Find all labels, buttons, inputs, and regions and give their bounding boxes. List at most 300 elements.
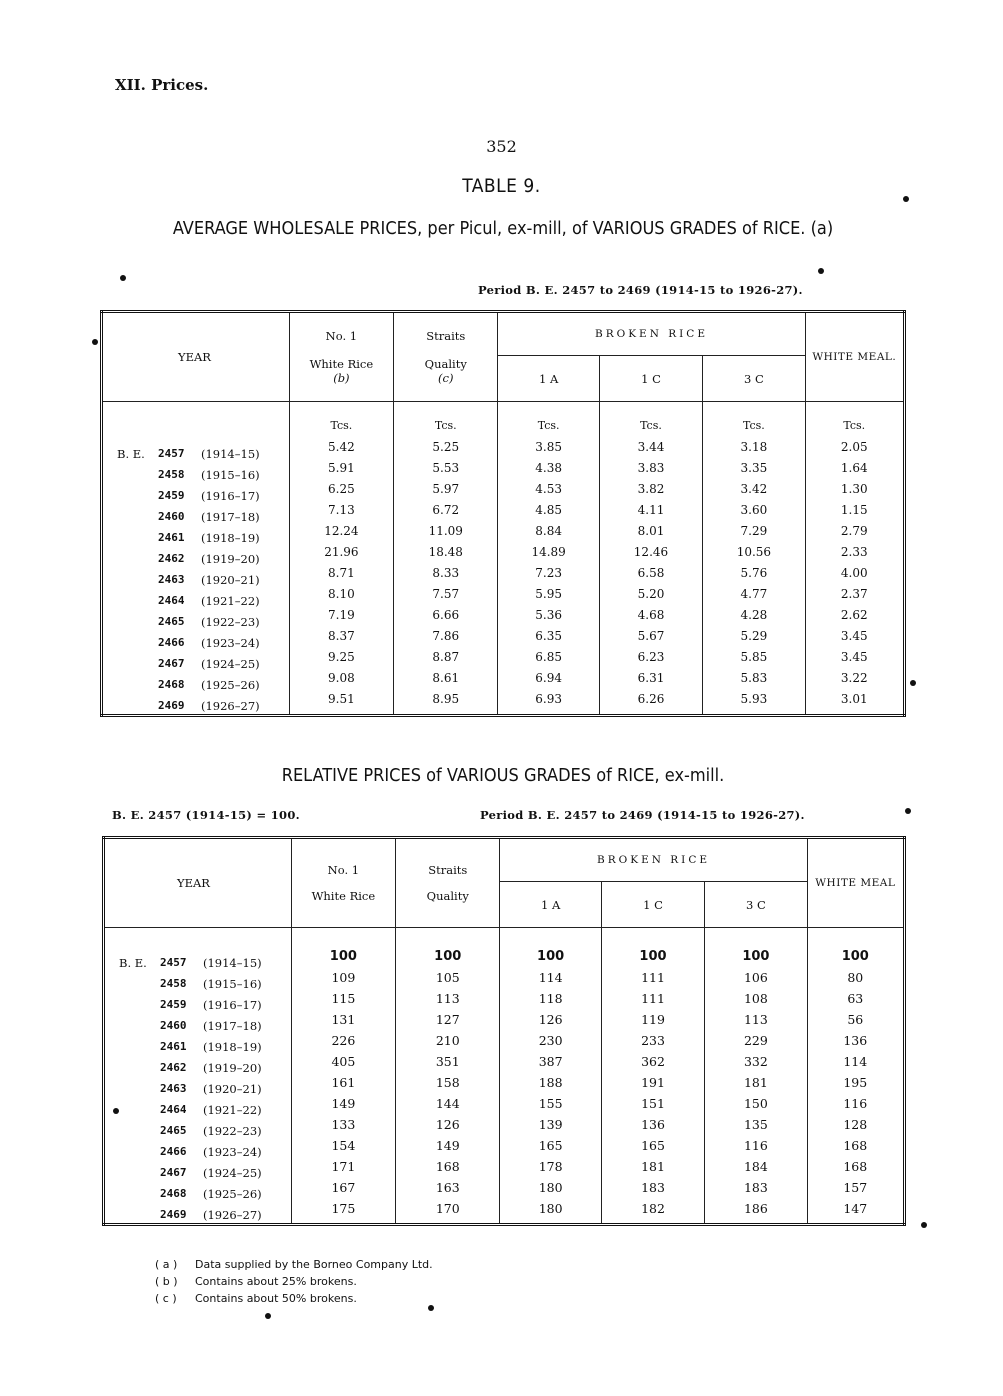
value-straits: 8.87 (394, 646, 498, 667)
fiscal-year: (1921–22) (201, 593, 260, 608)
value-white-meal: 80 (847, 969, 864, 985)
unit-label: Tcs. (843, 419, 866, 432)
value-white-meal: 114 (843, 1053, 868, 1069)
year-cell (102, 667, 290, 692)
spacer-cell (394, 709, 498, 715)
value-straits: 8.95 (394, 688, 498, 709)
spacer-cell (807, 928, 904, 946)
value-straits: 5.25 (394, 436, 498, 457)
spacer-row (104, 928, 905, 946)
year-cell (102, 625, 290, 650)
be-year: 2465 (160, 1124, 187, 1137)
footnote (155, 1290, 433, 1307)
value-white-meal: 2.79 (840, 523, 868, 538)
value-broken-1a: 188 (500, 1072, 601, 1093)
value-broken-1a: 126 (500, 1009, 601, 1030)
value-white-rice: 8.71 (289, 562, 393, 583)
be-year: 2459 (158, 488, 185, 502)
value-straits: 127 (396, 1009, 500, 1030)
value-white-meal: 195 (843, 1074, 868, 1090)
value-straits: 126 (396, 1114, 500, 1135)
header-white-rice-line1: No. 1 (325, 329, 358, 343)
header-year (102, 312, 290, 402)
table1-period: Period B. E. 2457 to 2469 (1914-15 to 1926-27). (478, 283, 803, 297)
header-white-rice (291, 838, 395, 928)
header-year (104, 838, 292, 928)
value-broken-3c: 3.35 (703, 457, 805, 478)
value-broken-3c: 181 (705, 1072, 807, 1093)
value-white-meal: 128 (843, 1116, 868, 1132)
value-white-rice: 9.08 (289, 667, 393, 688)
year-cell (104, 967, 292, 991)
fiscal-year: (1923–24) (203, 1145, 262, 1159)
fiscal-year: (1922–23) (201, 614, 260, 629)
value-white-meal: 168 (843, 1158, 868, 1174)
spacer-cell (599, 709, 702, 715)
footnote-text: Contains about 25% brokens. (195, 1275, 357, 1288)
value-broken-3c: 10.56 (703, 541, 805, 562)
fiscal-year: (1919–20) (201, 551, 260, 566)
fiscal-year: (1922–23) (203, 1124, 262, 1138)
fiscal-year: (1915–16) (201, 467, 260, 482)
value-straits: 5.97 (394, 478, 498, 499)
value-white-meal: 157 (843, 1179, 868, 1195)
spacer-cell (289, 709, 393, 715)
value-broken-3c: 135 (705, 1114, 807, 1135)
wholesale-prices-table (100, 310, 906, 717)
year-cell (102, 520, 290, 545)
fiscal-year: (1914–15) (203, 956, 262, 970)
value-broken-1a: 114 (500, 967, 601, 988)
value-straits: 149 (396, 1135, 500, 1156)
value-white-meal: 2.33 (840, 544, 868, 559)
header-1a: 1 A (498, 356, 599, 402)
unit-label: Tcs. (289, 402, 393, 437)
value-white-rice: 171 (291, 1156, 395, 1177)
value-white-meal: 2.62 (840, 607, 868, 622)
value-straits: 11.09 (394, 520, 498, 541)
value-broken-3c: 108 (705, 988, 807, 1009)
value-broken-1a: 4.85 (498, 499, 599, 520)
value-white-rice: 8.10 (289, 583, 393, 604)
header-3c: 3 C (705, 882, 807, 928)
year-cell (104, 946, 292, 970)
value-broken-1c: 3.44 (599, 436, 702, 457)
table-row (104, 1051, 905, 1072)
header-straits-line2: Quality (426, 889, 469, 903)
value-white-rice: 5.91 (289, 457, 393, 478)
value-straits: 5.53 (394, 457, 498, 478)
units-year-cell (102, 402, 290, 437)
fiscal-year: (1920–21) (201, 572, 260, 587)
be-year: 2457 (160, 956, 187, 969)
be-year: 2458 (160, 977, 187, 990)
value-white-rice: 9.25 (289, 646, 393, 667)
value-straits: 8.33 (394, 562, 498, 583)
header-straits-line1: Straits (426, 329, 466, 343)
value-white-meal: 136 (843, 1032, 868, 1048)
scan-speck (265, 1313, 271, 1319)
value-broken-3c: 5.76 (703, 562, 805, 583)
fiscal-year: (1921–22) (203, 1103, 262, 1117)
units-row (102, 402, 905, 437)
header-white-rice-line2: White Rice (311, 889, 376, 903)
value-white-meal: 1.15 (840, 502, 868, 517)
header-broken-rice: BROKEN RICE (500, 838, 807, 882)
header-1c: 1 C (599, 356, 702, 402)
be-year: 2460 (160, 1019, 187, 1032)
year-cell (104, 1135, 292, 1159)
year-cell (102, 541, 290, 566)
table-row (104, 1114, 905, 1135)
be-year: 2465 (158, 614, 185, 628)
be-year: 2462 (158, 551, 185, 565)
value-broken-1c: 3.82 (599, 478, 702, 499)
header-broken-rice: BROKEN RICE (498, 312, 805, 356)
value-white-rice: 175 (291, 1198, 395, 1219)
year-cell (104, 988, 292, 1012)
value-broken-1a: 387 (500, 1051, 601, 1072)
table-row (102, 583, 905, 604)
fiscal-year: (1918–19) (201, 530, 260, 545)
table2-period: Period B. E. 2457 to 2469 (1914-15 to 1926-27). (480, 808, 805, 822)
year-cell (102, 604, 290, 629)
value-broken-1a: 180 (500, 1177, 601, 1198)
value-white-meal: 1.64 (840, 460, 868, 475)
value-white-rice: 149 (291, 1093, 395, 1114)
be-year: 2461 (160, 1040, 187, 1053)
year-cell (102, 562, 290, 587)
spacer-cell (500, 928, 601, 946)
value-straits: 163 (396, 1177, 500, 1198)
footnote-text: Data supplied by the Borneo Company Ltd. (195, 1258, 433, 1271)
footnote (155, 1256, 433, 1273)
table-row (104, 1156, 905, 1177)
value-white-rice: 115 (291, 988, 395, 1009)
footnote-key: ( a ) (155, 1258, 178, 1271)
value-broken-3c: 3.60 (703, 499, 805, 520)
value-straits: 210 (396, 1030, 500, 1051)
value-broken-1a: 4.38 (498, 457, 599, 478)
value-white-meal: 3.45 (840, 628, 868, 643)
table-row (102, 562, 905, 583)
value-broken-3c: 106 (705, 967, 807, 988)
header-year-label: YEAR (177, 876, 210, 890)
scan-speck (905, 808, 911, 814)
value-white-rice: 133 (291, 1114, 395, 1135)
scan-speck (818, 268, 824, 274)
scan-speck (910, 680, 916, 686)
value-broken-1a: 6.35 (498, 625, 599, 646)
value-white-rice: 6.25 (289, 478, 393, 499)
be-year: 2461 (158, 530, 185, 544)
fiscal-year: (1926–27) (201, 698, 260, 713)
value-broken-3c: 5.85 (703, 646, 805, 667)
value-white-rice: 109 (291, 967, 395, 988)
value-white-rice: 8.37 (289, 625, 393, 646)
value-broken-1a: 3.85 (498, 436, 599, 457)
spacer-cell (705, 1219, 807, 1225)
value-white-rice: 7.13 (289, 499, 393, 520)
value-white-meal: 4.00 (840, 565, 868, 580)
table-row (104, 946, 905, 967)
value-broken-1a: 118 (500, 988, 601, 1009)
spacer-year-cell (104, 1219, 292, 1225)
value-broken-3c: 7.29 (703, 520, 805, 541)
year-cell (104, 1072, 292, 1096)
value-broken-1a: 230 (500, 1030, 601, 1051)
spacer-cell (805, 709, 904, 715)
fiscal-year: (1916–17) (201, 488, 260, 503)
year-cell (102, 583, 290, 608)
value-broken-1c: 4.68 (599, 604, 702, 625)
table-row (104, 1072, 905, 1093)
be-year: 2463 (158, 572, 185, 586)
fiscal-year: (1925–26) (201, 677, 260, 692)
fiscal-year: (1925–26) (203, 1187, 262, 1201)
era-label: B. E. (117, 446, 145, 461)
table-number: TABLE 9. (462, 175, 541, 197)
header-straits-line2: Quality (424, 357, 467, 371)
value-straits: 7.86 (394, 625, 498, 646)
value-straits: 113 (396, 988, 500, 1009)
value-broken-3c: 183 (705, 1177, 807, 1198)
fiscal-year: (1924–25) (203, 1166, 262, 1180)
value-broken-1a: 8.84 (498, 520, 599, 541)
footnote-text: Contains about 50% brokens. (195, 1292, 357, 1305)
header-straits-line1: Straits (428, 863, 468, 877)
value-broken-3c: 184 (705, 1156, 807, 1177)
spacer-cell (705, 928, 807, 946)
value-broken-1c: 362 (601, 1051, 704, 1072)
value-broken-1a: 14.89 (498, 541, 599, 562)
fiscal-year: (1924–25) (201, 656, 260, 671)
value-broken-3c: 116 (705, 1135, 807, 1156)
value-broken-1a: 178 (500, 1156, 601, 1177)
year-cell (104, 1093, 292, 1117)
be-year: 2459 (160, 998, 187, 1011)
value-straits: 100 (396, 946, 500, 967)
value-straits: 168 (396, 1156, 500, 1177)
header-white-rice-note: (b) (333, 371, 350, 385)
year-cell (104, 1009, 292, 1033)
table-row (104, 1135, 905, 1156)
value-straits: 158 (396, 1072, 500, 1093)
header-year-label: YEAR (178, 350, 211, 364)
value-broken-1c: 233 (601, 1030, 704, 1051)
value-broken-1c: 12.46 (599, 541, 702, 562)
spacer-cell (500, 1219, 601, 1225)
table-row (102, 499, 905, 520)
value-broken-1c: 151 (601, 1093, 704, 1114)
value-white-meal: 147 (843, 1200, 868, 1216)
scan-speck (92, 339, 98, 345)
scan-speck (120, 275, 126, 281)
fiscal-year: (1915–16) (203, 977, 262, 991)
value-white-rice: 100 (291, 946, 395, 967)
header-3c: 3 C (703, 356, 805, 402)
table-row (104, 988, 905, 1009)
fiscal-year: (1919–20) (203, 1061, 262, 1075)
value-white-rice: 12.24 (289, 520, 393, 541)
year-cell (104, 1156, 292, 1180)
be-year: 2463 (160, 1082, 187, 1095)
be-year: 2462 (160, 1061, 187, 1074)
value-broken-1a: 155 (500, 1093, 601, 1114)
spacer-cell (601, 928, 704, 946)
value-broken-1c: 111 (601, 967, 704, 988)
header-straits (394, 312, 498, 402)
value-broken-1c: 8.01 (599, 520, 702, 541)
value-broken-1a: 5.95 (498, 583, 599, 604)
table-row (102, 604, 905, 625)
be-year: 2464 (160, 1103, 187, 1116)
value-white-meal: 116 (843, 1095, 868, 1111)
bottom-spacer-row (102, 709, 905, 715)
scan-speck (921, 1222, 927, 1228)
era-label: B. E. (119, 956, 147, 970)
spacer-cell (601, 1219, 704, 1225)
value-broken-1a: 7.23 (498, 562, 599, 583)
value-broken-3c: 332 (705, 1051, 807, 1072)
value-broken-1a: 6.94 (498, 667, 599, 688)
value-broken-1c: 5.67 (599, 625, 702, 646)
table-row (104, 1093, 905, 1114)
table-row (104, 1198, 905, 1219)
table-row (102, 541, 905, 562)
value-broken-1c: 5.20 (599, 583, 702, 604)
value-broken-1c: 6.26 (599, 688, 702, 709)
footnotes (155, 1256, 433, 1307)
year-cell (104, 1177, 292, 1201)
be-year: 2458 (158, 467, 185, 481)
value-broken-3c: 5.83 (703, 667, 805, 688)
value-white-meal: 56 (847, 1011, 864, 1027)
year-cell (102, 457, 290, 482)
year-cell (102, 478, 290, 503)
value-broken-3c: 150 (705, 1093, 807, 1114)
fiscal-year: (1917–18) (203, 1019, 262, 1033)
value-straits: 105 (396, 967, 500, 988)
year-cell (102, 646, 290, 671)
table-row (104, 1177, 905, 1198)
table-row (102, 457, 905, 478)
value-white-meal: 3.45 (840, 649, 868, 664)
value-white-meal: 3.01 (840, 691, 868, 706)
value-broken-1c: 3.83 (599, 457, 702, 478)
value-straits: 170 (396, 1198, 500, 1219)
be-year: 2469 (158, 698, 185, 712)
value-white-meal: 1.30 (840, 481, 868, 496)
value-broken-3c: 113 (705, 1009, 807, 1030)
value-white-rice: 167 (291, 1177, 395, 1198)
value-broken-1a: 4.53 (498, 478, 599, 499)
value-white-rice: 9.51 (289, 688, 393, 709)
footnote-key: ( b ) (155, 1275, 178, 1288)
value-broken-3c: 4.28 (703, 604, 805, 625)
spacer-cell (291, 1219, 395, 1225)
table-row (104, 967, 905, 988)
year-cell (104, 1030, 292, 1054)
value-broken-3c: 186 (705, 1198, 807, 1219)
value-white-meal: 2.05 (840, 439, 868, 454)
value-straits: 6.66 (394, 604, 498, 625)
value-broken-3c: 5.93 (703, 688, 805, 709)
spacer-cell (498, 709, 599, 715)
be-year: 2468 (158, 677, 185, 691)
value-broken-1a: 5.36 (498, 604, 599, 625)
value-straits: 18.48 (394, 541, 498, 562)
value-broken-3c: 100 (705, 946, 807, 967)
be-year: 2467 (158, 656, 185, 670)
table-row (102, 478, 905, 499)
table2-title: RELATIVE PRICES of VARIOUS GRADES of RICE, ex-mill. (281, 765, 725, 786)
value-broken-1c: 181 (601, 1156, 704, 1177)
header-white-rice-line2: White Rice (309, 357, 374, 371)
value-straits: 351 (396, 1051, 500, 1072)
table-row (102, 625, 905, 646)
header-white-rice (289, 312, 393, 402)
be-year: 2466 (158, 635, 185, 649)
value-white-rice: 161 (291, 1072, 395, 1093)
footnote-key: ( c ) (155, 1292, 177, 1305)
year-cell (104, 1051, 292, 1075)
table1-title: AVERAGE WHOLESALE PRICES, per Picul, ex-mill, of VARIOUS GRADES of RICE. (a) (172, 218, 834, 239)
header-white-meal: WHITE MEAL (807, 838, 904, 928)
table-row (102, 436, 905, 457)
be-year: 2469 (160, 1208, 187, 1221)
table-row (104, 1030, 905, 1051)
value-white-rice: 5.42 (289, 436, 393, 457)
value-broken-1a: 165 (500, 1135, 601, 1156)
spacer-cell (396, 1219, 500, 1225)
value-broken-1c: 6.31 (599, 667, 702, 688)
header-white-meal: WHITE MEAL. (805, 312, 904, 402)
spacer-cell (807, 1219, 904, 1225)
table-row (102, 688, 905, 709)
value-broken-1a: 139 (500, 1114, 601, 1135)
value-broken-3c: 5.29 (703, 625, 805, 646)
fiscal-year: (1923–24) (201, 635, 260, 650)
value-broken-1c: 191 (601, 1072, 704, 1093)
header-straits (396, 838, 500, 928)
value-broken-1c: 6.58 (599, 562, 702, 583)
spacer-cell (703, 709, 805, 715)
value-broken-1c: 182 (601, 1198, 704, 1219)
be-year: 2466 (160, 1145, 187, 1158)
scan-speck (903, 196, 909, 202)
spacer-year-cell (102, 709, 290, 715)
value-broken-1c: 165 (601, 1135, 704, 1156)
value-white-rice: 7.19 (289, 604, 393, 625)
value-broken-1c: 4.11 (599, 499, 702, 520)
year-cell (102, 499, 290, 524)
value-white-rice: 21.96 (289, 541, 393, 562)
value-broken-3c: 3.18 (703, 436, 805, 457)
scan-speck (428, 1305, 434, 1311)
spacer-cell (291, 928, 395, 946)
value-white-rice: 131 (291, 1009, 395, 1030)
value-broken-3c: 229 (705, 1030, 807, 1051)
fiscal-year: (1914–15) (201, 446, 260, 461)
fiscal-year: (1916–17) (203, 998, 262, 1012)
scan-speck (113, 1108, 119, 1114)
year-cell (104, 1198, 292, 1222)
table-row (102, 667, 905, 688)
footnote (155, 1273, 433, 1290)
value-white-meal: 2.37 (840, 586, 868, 601)
value-broken-3c: 3.42 (703, 478, 805, 499)
